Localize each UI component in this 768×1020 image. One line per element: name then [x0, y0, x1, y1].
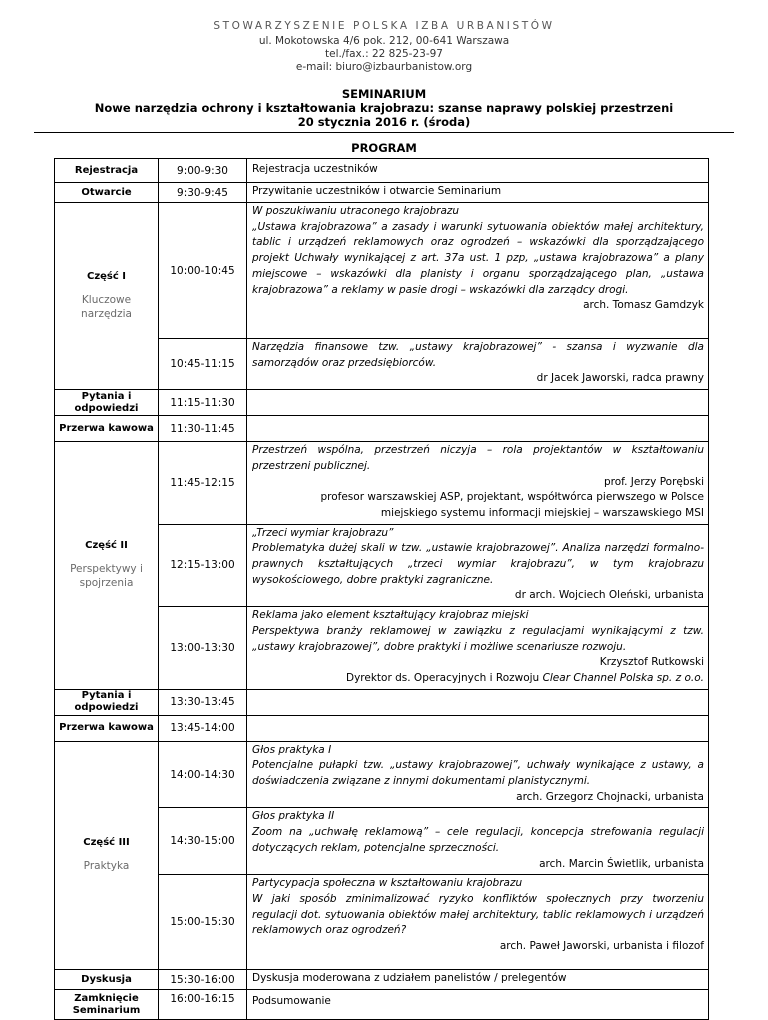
time-cell: 14:30-15:00 [159, 808, 247, 875]
table-row [55, 442, 709, 525]
section-cell [55, 689, 159, 715]
speaker: prof. Jerzy Porębski [603, 475, 704, 488]
header-divider [34, 132, 734, 133]
section-cell [55, 715, 159, 741]
description-cell [247, 689, 709, 715]
section-cell [55, 183, 159, 203]
time-cell: 14:00-14:30 [159, 741, 247, 808]
table-row [55, 990, 709, 1020]
section-label: Część III [83, 837, 130, 849]
table-row [55, 203, 709, 339]
org-name: STOWARZYSZENIE POLSKA IZBA URBANISTÓW [213, 20, 555, 32]
time-cell: 11:45-12:15 [159, 442, 247, 525]
description-cell [247, 203, 709, 339]
section-label: Pytania i odpowiedzi [74, 690, 139, 714]
section-subtitle: Kluczowe narzędzia [81, 294, 132, 321]
section-cell [55, 970, 159, 990]
description-cell [247, 442, 709, 525]
time-cell: 15:30-16:00 [159, 970, 247, 990]
description-cell [247, 875, 709, 970]
table-row [55, 183, 709, 203]
speaker-company: Clear Channel Polska sp. z o.o. [542, 671, 704, 684]
table-row [55, 970, 709, 990]
table-row [55, 689, 709, 715]
table-row [55, 390, 709, 416]
section-cell [55, 203, 159, 390]
talk-body: „Ustawa krajobrazowa” a zasady i warunki sytuowania obiektów małej architektury, tablic i urządzeń reklamowych oraz ogrodzeń – wskazówki dla sporządzającego projekt Uchwały wynikającej z art. 37a ust. 1 pzp, „ustawa krajobrazowa” a plany miejscowe – wskazówki dla planisty i organu sporządzającego plan, „ustawa krajobrazowa” a reklamy w pasie drogi – wskazówki dla zarządcy drogi. [252, 220, 704, 296]
talk-title: Reklama jako element kształtujący krajobraz miejski [252, 609, 529, 622]
time-cell: 11:15-11:30 [159, 390, 247, 416]
speaker-role-text: Dyrektor ds. Operacyjnych i Rozwoju [346, 671, 540, 684]
seminar-title: Nowe narzędzia ochrony i kształtowania krajobrazu: szanse naprawy polskiej przestrzeni [94, 101, 674, 115]
talk-title: „Trzeci wymiar krajobrazu” [252, 526, 394, 539]
speaker: arch. Paweł Jaworski, urbanista i filozof [499, 940, 704, 953]
description-cell [247, 715, 709, 741]
time-cell: 15:00-15:30 [159, 875, 247, 970]
time-cell: 11:30-11:45 [159, 416, 247, 442]
time-cell: 9:30-9:45 [159, 183, 247, 203]
time-cell: 9:00-9:30 [159, 159, 247, 183]
table-row [55, 416, 709, 442]
description-cell [247, 524, 709, 607]
speaker-role [252, 671, 704, 687]
section-cell [55, 990, 159, 1020]
description-cell: Podsumowanie [247, 990, 709, 1020]
seminar-date: 20 stycznia 2016 r. (środa) [297, 115, 471, 129]
talk-body: Perspektywa branży reklamowej w zawiązku z regulacjami wynikającymi z tzw. „ustawy krajobrazowej”, dobre praktyki i możliwe scenariusze rozwoju. [252, 624, 704, 653]
section-cell [55, 741, 159, 970]
speaker: dr Jacek Jaworski, radca prawny [536, 372, 704, 385]
section-label: Część I [86, 271, 127, 283]
time-cell: 16:00-16:15 [159, 990, 247, 1020]
talk-title: Głos praktyka II [252, 810, 335, 823]
talk-body: Problematyka dużej skali w tzw. „ustawie krajobrazowej”. Analiza narzędzi formalno-prawnych kształtujących „trzeci wymiar krajobrazu”, w tym krajobrazu wysokościowego, dobre praktyki zagraniczne. [252, 542, 704, 586]
section-label: Część II [85, 540, 128, 552]
time-cell: 12:15-13:00 [159, 524, 247, 607]
talk-body: Zoom na „uchwałę reklamową” – cele regulacji, koncepcja strefowania regulacji dotyczących reklam, potencjalne sprzeczności. [252, 826, 704, 854]
description-cell [247, 390, 709, 416]
description-cell [247, 741, 709, 808]
section-label: Rejestracja [74, 164, 139, 176]
section-cell [55, 416, 159, 442]
description-cell [247, 607, 709, 690]
description-cell [247, 808, 709, 875]
table-row [55, 715, 709, 741]
org-address: ul. Mokotowska 4/6 pok. 212, 00-641 Warszawa [258, 35, 510, 47]
speaker: dr arch. Wojciech Oleński, urbanista [514, 589, 704, 602]
org-phone: tel./fax.: 22 825-23-97 [325, 48, 443, 60]
description-cell: Przywitanie uczestników i otwarcie Seminarium [247, 183, 709, 203]
section-cell [55, 159, 159, 183]
section-label: Otwarcie [81, 186, 132, 198]
section-subtitle: Praktyka [83, 860, 130, 873]
description-cell [247, 339, 709, 390]
talk-body: W jaki sposób zminimalizować ryzyko konfliktów społecznych przy tworzeniu regulacji dot. sytuowania obiektów małej architektury, tablic reklamowych i urządzeń reklamowych oraz ogrodzeń? [252, 892, 704, 937]
time-cell: 13:45-14:00 [159, 715, 247, 741]
section-label: Przerwa kawowa [59, 422, 154, 434]
section-subtitle: Perspektywy i spojrzenia [70, 563, 143, 590]
speaker: arch. Tomasz Gamdzyk [583, 299, 704, 312]
section-label: Dyskusja [81, 973, 132, 985]
talk-title: Partycypacja społeczna w kształtowaniu krajobrazu [252, 877, 523, 890]
speaker-affiliation: profesor warszawskiej ASP, projektant, współtwórca pierwszego w Polsce [320, 491, 704, 504]
program-table [54, 158, 709, 1020]
org-email: e-mail: biuro@izbaurbanistow.org [295, 61, 473, 73]
speaker: arch. Grzegorz Chojnacki, urbanista [516, 790, 704, 803]
talk-body: Potencjalne pułapki tzw. „ustawy krajobrazowej”, uchwały wynikające z ustawy, a doświadczenia związane z innymi dokumentami planistycznymi. [252, 759, 704, 788]
talk-title: W poszukiwaniu utraconego krajobrazu [252, 205, 460, 217]
description-cell: Dyskusja moderowana z udziałem panelistów / prelegentów [247, 970, 709, 990]
section-label: Pytania i odpowiedzi [74, 390, 139, 414]
time-cell: 10:45-11:15 [159, 339, 247, 390]
section-cell [55, 442, 159, 690]
speaker: arch. Marcin Świetlik, urbanista [539, 857, 704, 870]
talk-title: Głos praktyka I [252, 743, 332, 756]
section-cell [55, 390, 159, 416]
section-label: Zamknięcie Seminarium [72, 992, 141, 1016]
seminar-label: SEMINARIUM [341, 87, 427, 101]
speaker: Krzysztof Rutkowski [599, 656, 704, 669]
time-cell: 10:00-10:45 [159, 203, 247, 339]
table-row [55, 741, 709, 808]
program-heading: PROGRAM [351, 141, 417, 155]
table-row [55, 159, 709, 183]
speaker-affiliation: miejskiego systemu informacji miejskiej – warszawskiego MSI [380, 506, 704, 519]
talk-title: Przestrzeń wspólna, przestrzeń niczyja – rola projektantów w kształtowaniu przestrzeni publicznej. [252, 444, 704, 472]
description-cell: Rejestracja uczestników [247, 159, 709, 183]
time-cell: 13:00-13:30 [159, 607, 247, 690]
time-cell: 13:30-13:45 [159, 689, 247, 715]
description-cell [247, 416, 709, 442]
section-label: Przerwa kawowa [59, 722, 154, 734]
talk-title: Narzędzia finansowe tzw. „ustawy krajobrazowej” - szansa i wyzwanie dla samorządów oraz przedsiębiorców. [252, 341, 704, 369]
